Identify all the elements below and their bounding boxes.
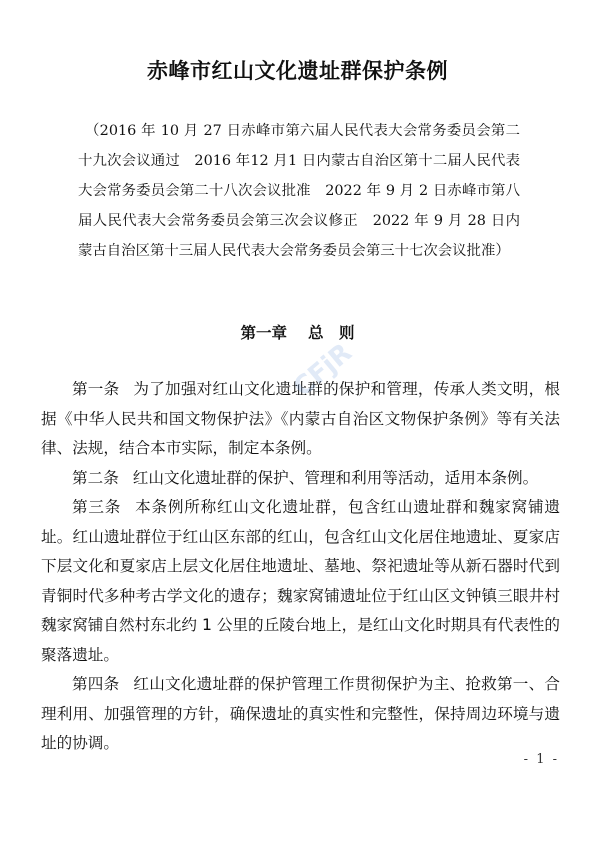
article-number: 第三条 [72,498,122,516]
article-4 [41,670,560,759]
article-3 [41,493,560,670]
article-number: 第二条 [72,468,119,487]
article-text: 为了加强对红山文化遗址群的保护和管理，传承人类文明，根据《中华人民共和国文物保护法》《内蒙古自治区文物保护条例》等有关法律、法规，结合本市实际，制定本条例。 [41,380,560,457]
article-2 [41,464,560,494]
article-number: 第四条 [72,675,120,693]
article-text: 红山文化遗址群的保护、管理和利用等活动，适用本条例。 [132,468,539,487]
article-number: 第一条 [72,380,120,398]
articles-body [41,375,560,759]
watermark: CFjR [288,337,358,403]
document-title: 赤峰市红山文化遗址群保护条例 [147,59,448,83]
article-1 [41,375,560,464]
article-text: 本条例所称红山文化遗址群，包含红山遗址群和魏家窝铺遗址。红山遗址群位于红山区东部的红山，包含红山文化居住地遗址、夏家店下层文化和夏家店上层文化居住地遗址、墓地、祭祀遗址等从新石器时代到青铜时代多种考古学文化的遗存；魏家窝铺遗址位于红山区文钟镇三眼井村魏家窝铺自然村东北约 1 公里的丘陵台地上，是红山文化时期具有代表性的聚落遗址。 [41,498,560,664]
page-number: - 1 - [523,752,559,767]
legislative-history-note: （2016 年 10 月 27 日赤峰市第六届人民代表大会常务委员会第二十九次会议通过 2016 年12 月1 日内蒙古自治区第十二届人民代表大会常务委员会第二十八次会议批准 2022 年 9 月 2 日赤峰市第八届人民代表大会常务委员会第三次会议修正 2022 年 9 月 28 日内蒙古自治区第十三届人民代表大会常务委员会第三十七次会议批准） [78,123,520,259]
chapter-heading: 第一章 总 则 [240,324,355,342]
article-text: 红山文化遗址群的保护管理工作贯彻保护为主、抢救第一、合理利用、加强管理的方针，确保遗址的真实性和完整性，保持周边环境与遗址的协调。 [41,675,560,752]
